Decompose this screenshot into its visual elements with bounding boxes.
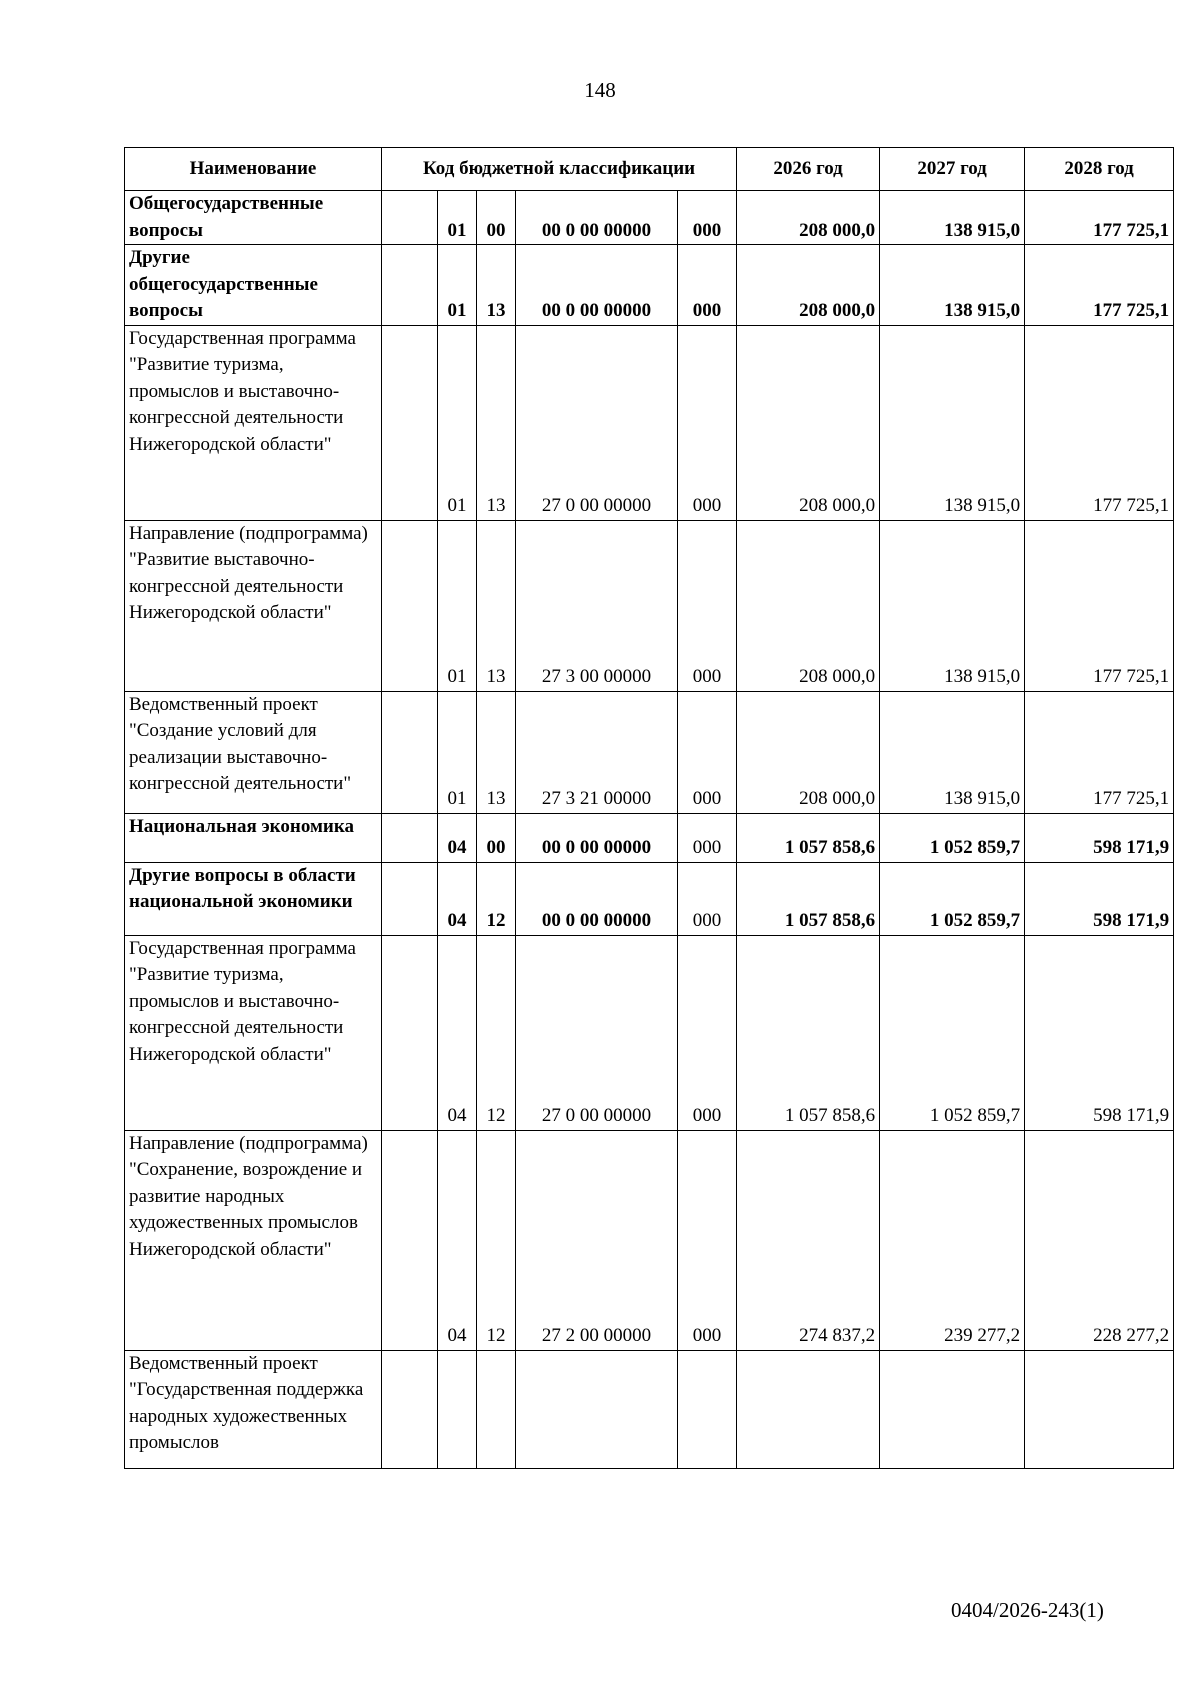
value-2027: 138 915,0 (880, 191, 1025, 245)
code-empty (382, 245, 438, 326)
code-target: 00 0 00 00000 (516, 862, 678, 935)
code-section: 04 (438, 813, 477, 862)
value-2027: 138 915,0 (880, 325, 1025, 520)
table-row (125, 325, 1174, 520)
value-2027: 1 052 859,7 (880, 862, 1025, 935)
row-name: Направление (подпрограмма) "Развитие выставочно-конгрессной деятельности Нижегородской области" (125, 520, 382, 691)
value-2027: 239 277,2 (880, 1130, 1025, 1350)
row-name: Общегосударственные вопросы (125, 191, 382, 245)
table-row (125, 691, 1174, 813)
value-2028: 598 171,9 (1025, 935, 1174, 1130)
code-expense-type: 000 (678, 935, 737, 1130)
table-body (125, 191, 1174, 1469)
row-name: Другие общегосударственные вопросы (125, 245, 382, 326)
code-expense-type: 000 (678, 325, 737, 520)
value-2026: 208 000,0 (737, 245, 880, 326)
value-2028: 177 725,1 (1025, 191, 1174, 245)
code-expense-type: 000 (678, 245, 737, 326)
code-subsection: 13 (477, 691, 516, 813)
code-target: 27 2 00 00000 (516, 1130, 678, 1350)
value-2028: 598 171,9 (1025, 862, 1174, 935)
code-section: 01 (438, 191, 477, 245)
code-expense-type: 000 (678, 862, 737, 935)
header-2027: 2027 год (880, 148, 1025, 191)
page-number: 148 (584, 78, 616, 102)
row-name: Государственная программа "Развитие туризма, промыслов и выставочно-конгрессной деятельности Нижегородской области" (125, 325, 382, 520)
budget-table (124, 147, 1174, 1469)
code-target: 00 0 00 00000 (516, 191, 678, 245)
table-row (125, 245, 1174, 326)
value-2026: 1 057 858,6 (737, 813, 880, 862)
value-2026 (737, 1350, 880, 1468)
table-row (125, 1350, 1174, 1468)
code-section: 04 (438, 862, 477, 935)
code-expense-type: 000 (678, 191, 737, 245)
code-empty (382, 1350, 438, 1468)
header-name: Наименование (125, 148, 382, 191)
value-2028: 177 725,1 (1025, 245, 1174, 326)
code-empty (382, 191, 438, 245)
value-2027: 138 915,0 (880, 520, 1025, 691)
row-name: Ведомственный проект "Государственная поддержка народных художественных промыслов (125, 1350, 382, 1468)
table-row (125, 862, 1174, 935)
table-row (125, 813, 1174, 862)
code-empty (382, 1130, 438, 1350)
value-2027 (880, 1350, 1025, 1468)
value-2026: 208 000,0 (737, 691, 880, 813)
value-2027: 1 052 859,7 (880, 935, 1025, 1130)
header-code: Код бюджетной классификации (382, 148, 737, 191)
value-2028: 177 725,1 (1025, 691, 1174, 813)
code-subsection: 12 (477, 935, 516, 1130)
table-row (125, 191, 1174, 245)
value-2026: 274 837,2 (737, 1130, 880, 1350)
value-2028 (1025, 1350, 1174, 1468)
row-name: Направление (подпрограмма) "Сохранение, возрождение и развитие народных художественных промыслов Нижегородской области" (125, 1130, 382, 1350)
code-subsection: 13 (477, 245, 516, 326)
code-section: 01 (438, 245, 477, 326)
code-section: 01 (438, 691, 477, 813)
code-target: 27 3 00 00000 (516, 520, 678, 691)
value-2028: 177 725,1 (1025, 520, 1174, 691)
code-expense-type: 000 (678, 691, 737, 813)
value-2026: 1 057 858,6 (737, 935, 880, 1130)
code-empty (382, 325, 438, 520)
code-section (438, 1350, 477, 1468)
code-section: 04 (438, 1130, 477, 1350)
code-section: 04 (438, 935, 477, 1130)
code-section: 01 (438, 520, 477, 691)
value-2027: 138 915,0 (880, 245, 1025, 326)
row-name: Ведомственный проект "Создание условий для реализации выставочно-конгрессной деятельности" (125, 691, 382, 813)
document-code: 0404/2026-243(1) (951, 1598, 1104, 1622)
row-name: Государственная программа "Развитие туризма, промыслов и выставочно-конгрессной деятельности Нижегородской области" (125, 935, 382, 1130)
code-expense-type: 000 (678, 813, 737, 862)
code-subsection: 00 (477, 191, 516, 245)
code-subsection: 12 (477, 1130, 516, 1350)
code-subsection (477, 1350, 516, 1468)
code-expense-type: 000 (678, 1130, 737, 1350)
row-name: Другие вопросы в области национальной экономики (125, 862, 382, 935)
row-name: Национальная экономика (125, 813, 382, 862)
header-2028: 2028 год (1025, 148, 1174, 191)
code-empty (382, 862, 438, 935)
table-row (125, 1130, 1174, 1350)
code-target: 27 0 00 00000 (516, 935, 678, 1130)
code-subsection: 12 (477, 862, 516, 935)
value-2028: 598 171,9 (1025, 813, 1174, 862)
value-2028: 177 725,1 (1025, 325, 1174, 520)
code-subsection: 13 (477, 325, 516, 520)
value-2028: 228 277,2 (1025, 1130, 1174, 1350)
code-empty (382, 520, 438, 691)
table-row (125, 520, 1174, 691)
value-2026: 208 000,0 (737, 520, 880, 691)
header-2026: 2026 год (737, 148, 880, 191)
code-empty (382, 935, 438, 1130)
value-2027: 1 052 859,7 (880, 813, 1025, 862)
value-2026: 208 000,0 (737, 191, 880, 245)
code-target: 27 0 00 00000 (516, 325, 678, 520)
code-subsection: 00 (477, 813, 516, 862)
table-row (125, 935, 1174, 1130)
code-target: 00 0 00 00000 (516, 245, 678, 326)
table-header-row (125, 148, 1174, 191)
code-empty (382, 813, 438, 862)
code-subsection: 13 (477, 520, 516, 691)
code-empty (382, 691, 438, 813)
code-target: 27 3 21 00000 (516, 691, 678, 813)
code-expense-type: 000 (678, 520, 737, 691)
code-section: 01 (438, 325, 477, 520)
code-target: 00 0 00 00000 (516, 813, 678, 862)
code-target (516, 1350, 678, 1468)
code-expense-type (678, 1350, 737, 1468)
value-2026: 1 057 858,6 (737, 862, 880, 935)
value-2027: 138 915,0 (880, 691, 1025, 813)
value-2026: 208 000,0 (737, 325, 880, 520)
